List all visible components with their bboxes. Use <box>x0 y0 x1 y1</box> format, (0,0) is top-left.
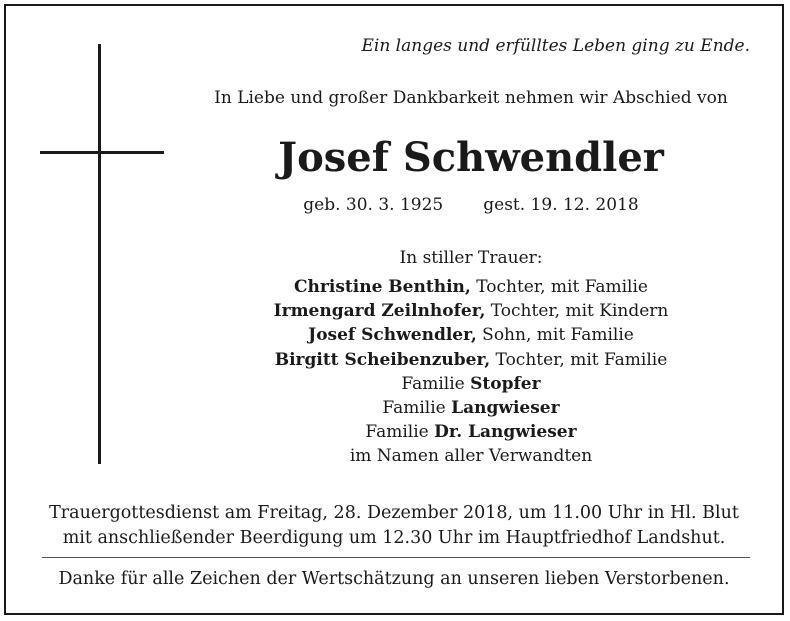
mourner-relation: Tochter, mit Familie <box>490 349 668 370</box>
divider <box>42 557 750 558</box>
death-date: gest. 19. 12. 2018 <box>483 195 639 215</box>
service-line-1: Trauergottesdienst am Freitag, 28. Dezember 2018, um 11.00 Uhr in Hl. Blut <box>49 503 739 523</box>
cross-vertical-bar <box>98 44 101 464</box>
mourner-name: Josef Schwendler, <box>308 325 477 346</box>
mourner-prefix: Familie <box>401 373 471 394</box>
service-line-2: mit anschließender Beerdigung um 12.30 Uhr im Hauptfriedhof Landshut. <box>62 528 726 548</box>
mourner-item <box>156 323 786 347</box>
mourning-intro: In stiller Trauer: <box>399 248 543 268</box>
life-dates <box>156 195 786 215</box>
mourners-list <box>156 275 786 469</box>
mourner-name: Langwieser <box>451 398 560 419</box>
mourner-item <box>156 299 786 323</box>
mourner-relation: Sohn, mit Familie <box>476 325 634 346</box>
mourner-item <box>156 348 786 372</box>
thanks-text: Danke für alle Zeichen der Wertschätzung an unseren lieben Verstorbenen. <box>58 569 730 589</box>
birth-date: geb. 30. 3. 1925 <box>303 195 444 215</box>
mourner-item <box>156 444 786 468</box>
mourner-name: Stopfer <box>470 373 541 394</box>
mourner-name: Irmengard Zeilnhofer, <box>273 301 486 322</box>
mourner-item <box>156 275 786 299</box>
mourner-item <box>156 420 786 444</box>
mourner-relation: Tochter, mit Kindern <box>485 301 669 322</box>
motto: Ein langes und erfülltes Leben ging zu Ende. <box>361 36 750 56</box>
deceased-name: Josef Schwendler <box>278 134 664 181</box>
cross-horizontal-bar <box>40 151 164 154</box>
mourner-relation: Tochter, mit Familie <box>470 277 648 297</box>
mourner-name: Dr. Langwieser <box>434 422 577 443</box>
mourner-relation: im Namen aller Verwandten <box>349 446 593 467</box>
obituary-notice <box>4 4 784 615</box>
intro-text: In Liebe und großer Dankbarkeit nehmen wir Abschied von <box>214 88 728 108</box>
service-info <box>6 501 782 551</box>
mourner-prefix: Familie <box>382 398 452 419</box>
mourner-item <box>156 372 786 396</box>
mourner-name: Christine Benthin, <box>294 277 471 297</box>
mourner-prefix: Familie <box>365 422 435 443</box>
mourner-name: Birgitt Scheibenzuber, <box>274 349 491 370</box>
mourner-item <box>156 396 786 420</box>
